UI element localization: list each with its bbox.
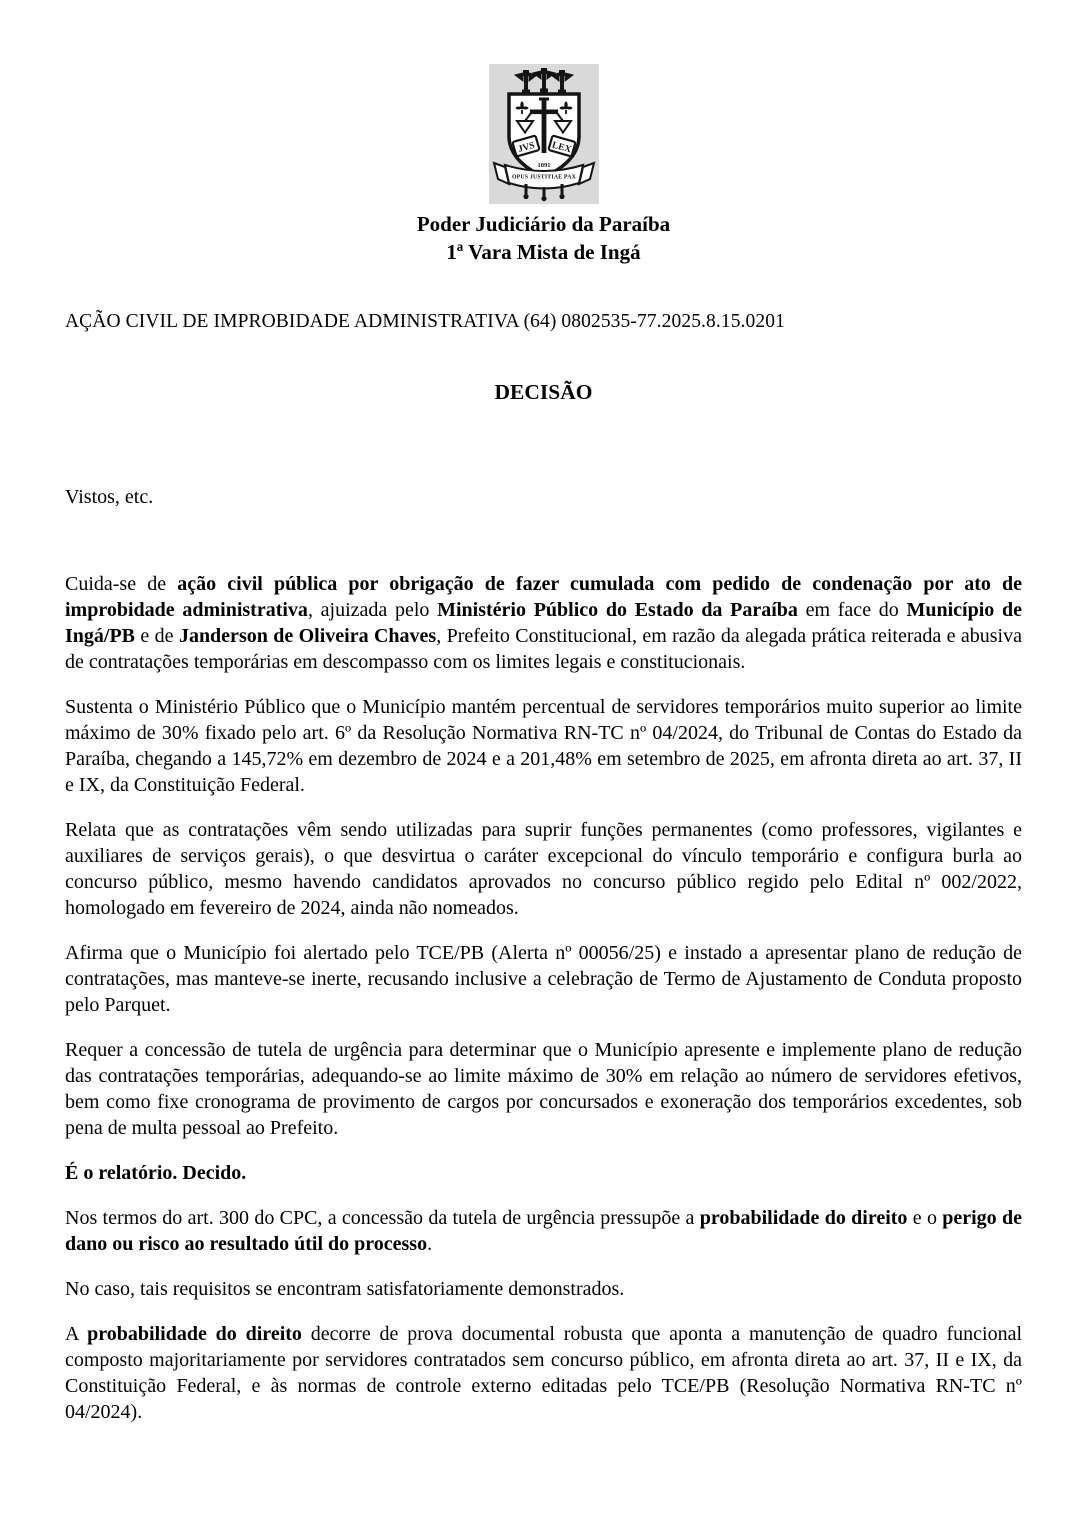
paragraph: Nos termos do art. 300 do CPC, a concessão da tutela de urgência pressupõe a probabilidade do direito e o perigo de dano ou risco ao resultado útil do processo.	[65, 1207, 1022, 1255]
report-decision-line: É o relatório. Decido.	[65, 1162, 247, 1184]
coat-of-arms-icon	[489, 64, 599, 204]
vistos-line: Vistos, etc.	[65, 486, 154, 508]
paragraph: A probabilidade do direito decorre de prova documental robusta que aponta a manutenção de quadro funcional composto majoritariamente por servidores contratados sem concurso público, em afronta direta ao art. 37, II e IX, da Constituição Federal, e às normas de controle externo editadas pelo TCE/PB (Resolução Normativa RN-TC nº 04/2024).	[65, 1323, 1023, 1423]
book-left-text: JVS	[516, 140, 536, 156]
body-paragraphs	[65, 571, 1022, 1425]
paragraph: Relata que as contratações vêm sendo utilizadas para suprir funções permanentes (como professores, vigilantes e auxiliares de serviços gerais), o que desvirtua o caráter excepcional do vínculo temporário e configura burla ao concurso público, mesmo havendo candidatos aprovados no concurso público regido pelo Edital nº 002/2022, homologado em fevereiro de 2024, ainda não nomeados.	[65, 819, 1022, 919]
coat-of-arms	[489, 64, 599, 204]
crest-year: 1891	[537, 162, 550, 169]
document-header	[65, 64, 1022, 265]
court-name: 1ª Vara Mista de Ingá	[446, 240, 641, 264]
paragraph: Afirma que o Município foi alertado pelo TCE/PB (Alerta nº 00056/25) e instado a apresentar plano de redução de contratações, mas manteve-se inerte, recusando inclusive a celebração de Termo de Ajustamento de Conduta proposto pelo Parquet.	[65, 942, 1022, 1016]
book-right-text: LEX	[550, 140, 572, 156]
paragraph: Cuida-se de ação civil pública por obrigação de fazer cumulada com pedido de condenação por ato de improbidade administrativa, ajuizada pelo Ministério Público do Estado da Paraíba em face do Município de Ingá/PB e de Janderson de Oliveira Chaves, Prefeito Constitucional, em razão da alegada prática reiterada e abusiva de contratações temporárias em descompasso com os limites legais e constitucionais.	[65, 573, 1023, 673]
paragraph: Requer a concessão de tutela de urgência para determinar que o Município apresente e implemente plano de redução das contratações temporárias, adequando-se ao limite máximo de 30% em relação ao número de servidores efetivos, bem como fixe cronograma de provimento de cargos por concursados e exoneração dos temporários excedentes, sob pena de multa pessoal ao Prefeito.	[65, 1039, 1022, 1139]
paragraph: Sustenta o Ministério Público que o Município mantém percentual de servidores temporários muito superior ao limite máximo de 30% fixado pelo art. 6º da Resolução Normativa RN-TC nº 04/2024, do Tribunal de Contas do Estado da Paraíba, chegando a 145,72% em dezembro de 2024 e a 201,48% em setembro de 2025, em afronta direta ao art. 37, II e IX, da Constituição Federal.	[65, 696, 1022, 796]
paragraph: No caso, tais requisitos se encontram satisfatoriamente demonstrados.	[65, 1278, 625, 1300]
crest-motto: OPUS JUSTITIAE PAX	[511, 174, 576, 181]
org-name: Poder Judiciário da Paraíba	[416, 212, 671, 236]
decision-title: DECISÃO	[494, 380, 593, 404]
case-caption: AÇÃO CIVIL DE IMPROBIDADE ADMINISTRATIVA (64) 0802535-77.2025.8.15.0201	[65, 311, 785, 332]
